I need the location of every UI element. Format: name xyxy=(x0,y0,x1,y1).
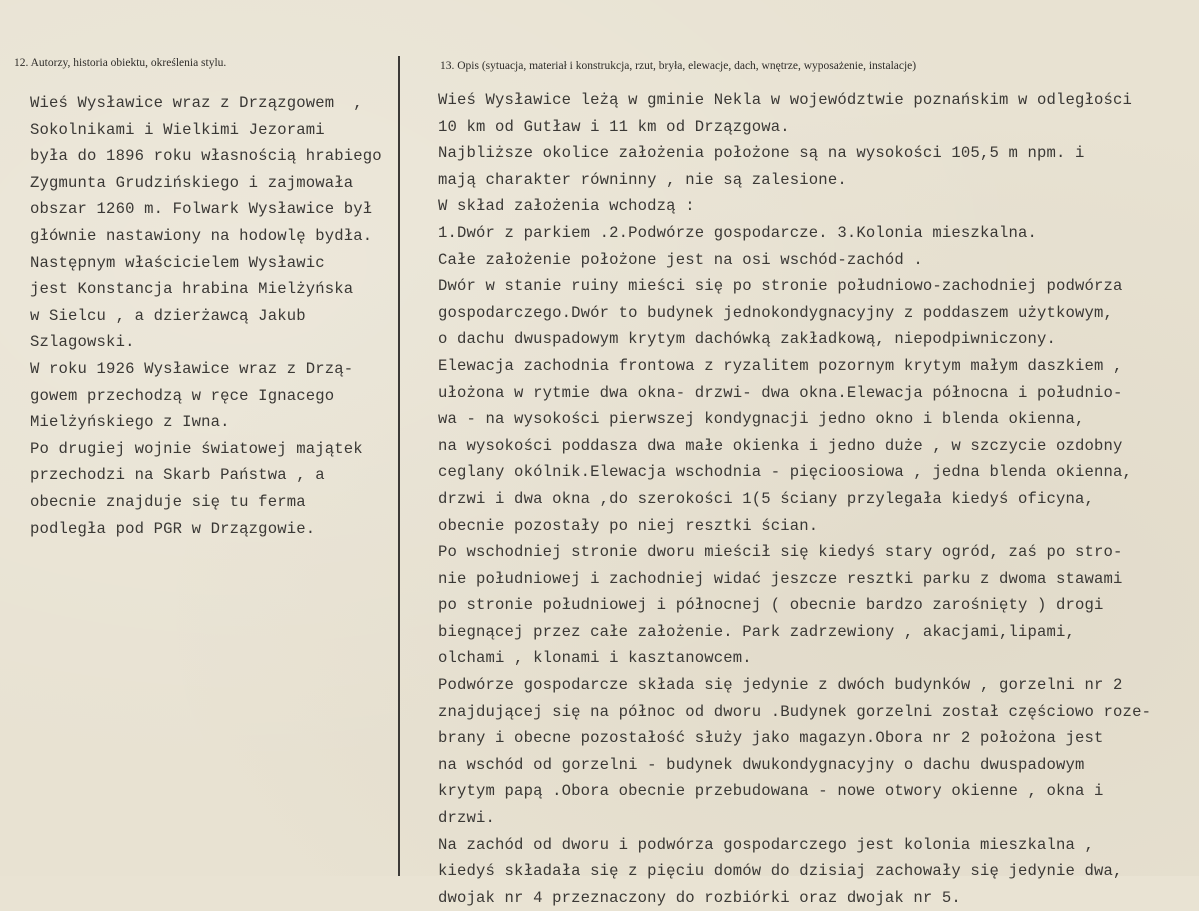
text-line: wa - na wysokości pierwszej kondygnacji jedno okno i blenda okienna, xyxy=(438,410,1085,429)
text-line: Sokolnikami i Wielkimi Jezorami xyxy=(30,120,325,139)
text-line: na wysokości poddasza dwa małe okienka i jedno duże , w szczycie ozdobny xyxy=(438,436,1123,455)
text-line: mają charakter równinny , nie są zalesione. xyxy=(438,170,847,189)
text-line: ułożona w rytmie dwa okna- drzwi- dwa okna.Elewacja północna i południo- xyxy=(438,383,1123,402)
text-line: była do 1896 roku własnością hrabiego xyxy=(30,147,382,166)
text-line: Wieś Wysławice wraz z Drzązgowem , xyxy=(30,94,363,112)
text-line: obszar 1260 m. Folwark Wysławice był xyxy=(30,200,373,219)
text-line: na wschód od gorzelni - budynek dwukondygnacyjny o dachu dwuspadowym xyxy=(438,755,1085,774)
text-line: Elewacja zachodnia frontowa z ryzalitem pozornym krytym małym daszkiem , xyxy=(438,356,1123,375)
right-column-header: 13. Opis (sytuacja, materiał i konstrukcja, rzut, bryła, elewacje, dach, wnętrze, wyposażenie, instalacje) xyxy=(440,60,917,72)
text-line: 1.Dwór z parkiem .2.Podwórze gospodarcze. 3.Kolonia mieszkalna. xyxy=(438,223,1037,242)
text-line: podległa pod PGR w Drzązgowie. xyxy=(30,519,316,538)
text-line: biegnącej przez całe założenie. Park zadrzewiony , akacjami,lipami, xyxy=(438,622,1076,641)
text-line: głównie nastawiony na hodowlę bydła. xyxy=(30,226,373,245)
text-line: ceglany okólnik.Elewacja wschodnia - pięcioosiowa , jedna blenda okienna, xyxy=(438,463,1133,482)
text-line: Następnym właścicielem Wysławic xyxy=(30,253,325,272)
text-line: Mielżyńskiego z Iwna. xyxy=(30,413,230,432)
text-line: 10 km od Gutław i 11 km od Drzązgowa. xyxy=(438,117,790,136)
right-column-text xyxy=(438,87,1198,911)
text-line: W skład założenia wchodzą : xyxy=(438,197,695,216)
text-line: drzwi. xyxy=(438,809,496,828)
text-line: krytym papą .Obora obecnie przebudowana - nowe otwory okienne , okna i xyxy=(438,782,1104,801)
text-line: nie południowej i zachodniej widać jeszcze resztki parku z dwoma stawami xyxy=(438,569,1123,588)
text-line: Po drugiej wojnie światowej majątek xyxy=(30,439,363,458)
text-line: brany i obecne pozostałość służy jako magazyn.Obora nr 2 położona jest xyxy=(438,729,1104,748)
text-line: W roku 1926 Wysławice wraz z Drzą- xyxy=(30,359,354,378)
text-line: po stronie południowej i północnej ( obecnie bardzo zarośnięty ) drogi xyxy=(438,596,1104,615)
text-line: olchami , klonami i kasztanowcem. xyxy=(438,649,752,668)
text-line: Wieś Wysławice leżą w gminie Nekla w województwie poznańskim w odległości xyxy=(438,91,1133,109)
text-line: Najbliższe okolice założenia położone są na wysokości 105,5 m npm. i xyxy=(438,144,1085,163)
text-line: Po wschodniej stronie dworu mieścił się kiedyś stary ogród, zaś po stro- xyxy=(438,543,1123,562)
left-column-text xyxy=(30,90,400,542)
text-line: jest Konstancja hrabina Mielżyńska xyxy=(30,280,354,299)
text-line: Całe założenie położone jest na osi wschód-zachód . xyxy=(438,250,923,269)
text-line: przechodzi na Skarb Państwa , a xyxy=(30,466,325,485)
text-line: dwojak nr 4 przeznaczony do rozbiórki oraz dwojak nr 5. xyxy=(438,888,961,907)
text-line: kiedyś składała się z pięciu domów do dzisiaj zachowały się jedynie dwa, xyxy=(438,862,1123,881)
text-line: w Sielcu , a dzierżawcą Jakub xyxy=(30,306,306,325)
text-line: Zygmunta Grudzińskiego i zajmowała xyxy=(30,173,354,192)
left-column-header: 12. Autorzy, historia obiektu, określenia stylu. xyxy=(14,57,227,69)
text-line: Szlagowski. xyxy=(30,333,135,352)
text-line: obecnie znajduje się tu ferma xyxy=(30,492,306,511)
text-line: drzwi i dwa okna ,do szerokości 1(5 ściany przylegała kiedyś oficyna, xyxy=(438,489,1095,508)
text-line: o dachu dwuspadowym krytym dachówką zakładkową, niepodpiwniczony. xyxy=(438,330,1057,349)
text-line: obecnie pozostały po niej resztki ścian. xyxy=(438,516,819,535)
text-line: Dwór w stanie ruiny mieści się po stronie południowo-zachodniej podwórza xyxy=(438,277,1123,296)
text-line: gospodarczego.Dwór to budynek jednokondygnacyjny z poddaszem użytkowym, xyxy=(438,303,1114,322)
text-line: Na zachód od dworu i podwórza gospodarczego jest kolonia mieszkalna , xyxy=(438,835,1095,854)
text-line: Podwórze gospodarcze składa się jedynie z dwóch budynków , gorzelni nr 2 xyxy=(438,676,1123,695)
text-line: znajdującej się na północ od dworu .Budynek gorzelni został częściowo roze- xyxy=(438,702,1152,721)
text-line: gowem przechodzą w ręce Ignacego xyxy=(30,386,335,405)
